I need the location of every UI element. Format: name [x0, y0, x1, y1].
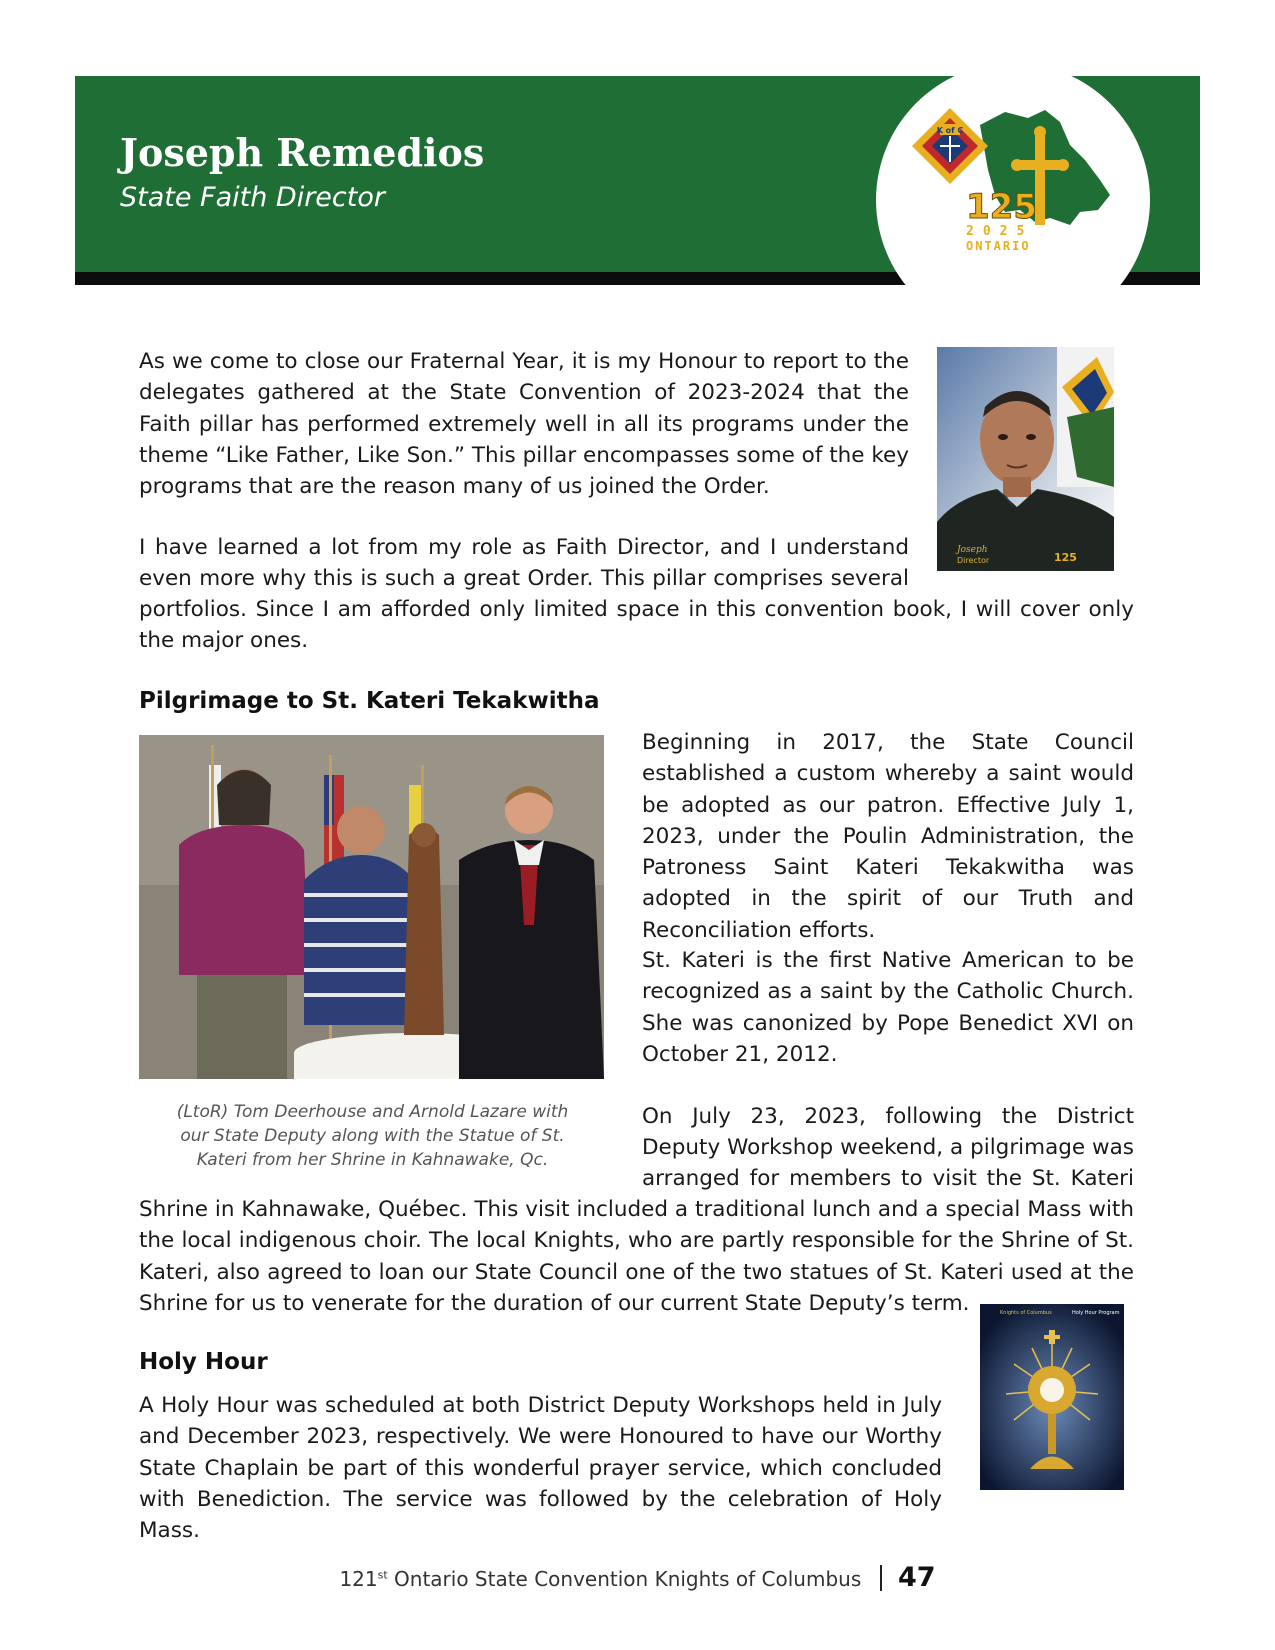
pilgrimage-paragraph-3-line-2: Deputy Workshop weekend, a pilgrimage was: [642, 1135, 1134, 1160]
program-cover-title: Holy Hour Program: [1072, 1310, 1120, 1316]
kofc-emblem-icon: [912, 108, 988, 184]
group-photo: [139, 735, 604, 1079]
pilgrimage-paragraph-2: St. Kateri is the first Native American to be recognized as a saint by the Catholic Church. She was canonized by Pope Benedict XVI on October 21, 2012.: [642, 948, 1134, 1067]
emblem-text: K of C: [936, 126, 964, 135]
portrait-shirt-title: Director: [957, 556, 990, 565]
portrait-shirt-badge: 125: [1054, 551, 1077, 564]
page-footer: [0, 1562, 1275, 1593]
portrait-shirt-name: Joseph: [957, 545, 988, 555]
pilgrimage-paragraph-3-rest: Shrine in Kahnawake, Québec. This visit included a traditional lunch and a special Mass with the local indigenous choir. The local Knights, who are partly responsible for the Shrine of St. Kateri, also agreed to loan our State Council one of the two statues of St. Kateri used at the Shrine for us to venerate for the duration of our current State Deputy’s term.: [139, 1197, 1134, 1316]
holy-hour-program-cover: [980, 1304, 1124, 1490]
footer-edition-number: 121: [339, 1567, 378, 1591]
page-number: 47: [897, 1562, 936, 1593]
kofc-125-ontario-logo: [910, 100, 1120, 260]
pilgrimage-paragraph-3-line-3: arranged for members to visit the St. Kateri: [642, 1166, 1134, 1191]
pilgrimage-paragraph-3-line-1: On July 23, 2023, following the District: [642, 1104, 1134, 1129]
intro-paragraph-2-line-2: even more why this is such a great Order. This pillar comprises several: [139, 566, 909, 591]
footer-edition-suffix: st: [377, 1568, 388, 1582]
intro-paragraph-1: As we come to close our Fraternal Year, it is my Honour to report to the delegates gathered at the State Convention of 2023-2024 that the Faith pillar has performed extremely well in all its programs under the theme “Like Father, Like Son.” This pillar encompasses some of the key programs that are the reason many of us joined the Order.: [139, 349, 909, 500]
holy-hour-paragraph: A Holy Hour was scheduled at both District Deputy Workshops held in July and December 2023, respectively. We were Honoured to have our Worthy State Chaplain be part of this wonderful prayer service, which concluded with Benediction. The service was followed by the celebration of Holy Mass.: [139, 1393, 942, 1544]
intro-paragraph-2-rest: portfolios. Since I am afforded only limited space in this convention book, I will cover only the major ones.: [139, 597, 1134, 654]
intro-paragraph-2-line-1: I have learned a lot from my role as Faith Director, and I understand: [139, 535, 909, 560]
program-cover-brand: Knights of Columbus: [1000, 1310, 1052, 1316]
portrait-photo: [937, 347, 1114, 571]
footer-separator: [880, 1565, 882, 1591]
group-photo-caption: (LtoR) Tom Deerhouse and Arnold Lazare with our State Deputy along with the Statue of St. Kateri from her Shrine in Kahnawake, Qc.: [176, 1102, 569, 1170]
pilgrimage-paragraph-1: Beginning in 2017, the State Council established a custom whereby a saint would be adopted as our patron. Effective July 1, 2023, under the Poulin Administration, the Patroness Saint Kateri Tekakwitha was adopted in the spirit of our Truth and Reconciliation efforts.: [642, 730, 1134, 943]
holy-hour-heading: Holy Hour: [139, 1349, 268, 1375]
author-role: State Faith Director: [120, 182, 385, 213]
logo-year: 2025: [966, 224, 1034, 239]
author-name: Joseph Remedios: [120, 130, 485, 175]
logo-number: 125: [966, 187, 1037, 227]
pilgrimage-heading: Pilgrimage to St. Kateri Tekakwitha: [139, 688, 600, 714]
footer-title: Ontario State Convention Knights of Columbus: [394, 1567, 862, 1591]
logo-region: ONTARIO: [966, 239, 1031, 253]
